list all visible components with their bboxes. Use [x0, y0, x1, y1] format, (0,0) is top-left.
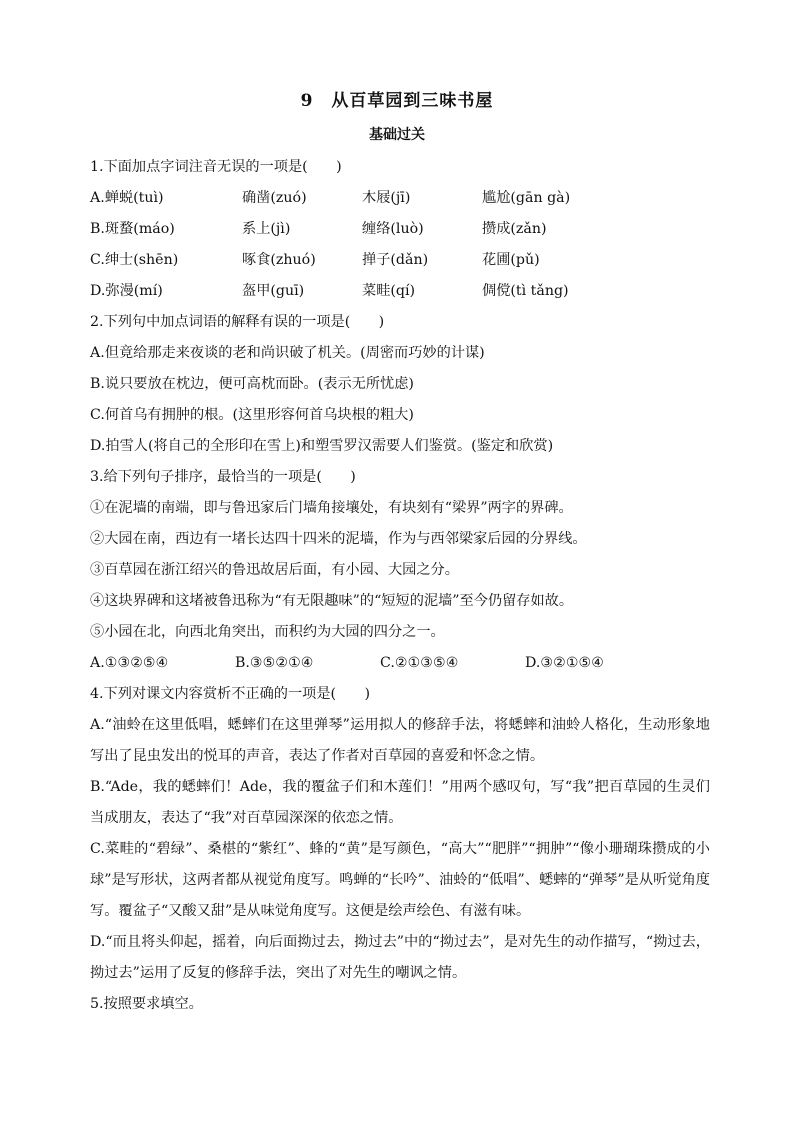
- option-cell: B.斑蝥(máo): [90, 221, 175, 237]
- question-3-options: [90, 648, 710, 679]
- exercise-content: [90, 152, 710, 1020]
- question-2-stem: 2.下列句中加点词语的解释有误的一项是( ): [90, 314, 385, 330]
- option-cell: 系上(jì): [242, 221, 291, 237]
- question-1-stem: 1.下面加点字词注音无误的一项是( ): [90, 159, 342, 175]
- option-cell: B.③⑤②①④: [235, 655, 314, 671]
- question-2-option-a: A.但竟给那走来夜谈的老和尚识破了机关。(周密而巧妙的计谋): [90, 345, 485, 361]
- question-1-row-d: [90, 276, 710, 307]
- lesson-title: 9 从百草园到三味书屋: [300, 91, 494, 111]
- option-cell: D.③②①⑤④: [525, 655, 604, 671]
- question-3-sentence-5: ⑤小园在北，向西北角突出，而积约为大园的四分之一。: [90, 624, 445, 640]
- option-cell: C.②①③⑤④: [380, 655, 459, 671]
- question-4-option-b: B.“Ade，我的蟋蟀们！Ade，我的覆盆子们和木莲们！”用两个感叹句，写“我”把百草园的生灵们当成朋友，表达了“我”对百草园深深的依恋之情。: [90, 779, 710, 826]
- option-cell: D.弥漫(mí): [90, 283, 163, 299]
- question-4-stem: 4.下列对课文内容赏析不正确的一项是( ): [90, 686, 370, 702]
- option-cell: 啄食(zhuó): [242, 252, 316, 268]
- question-3-stem: 3.给下列句子排序，最恰当的一项是( ): [90, 469, 356, 485]
- question-2-option-d: D.拍雪人(将自己的全形印在雪上)和塑雪罗汉需要人们鉴赏。(鉴定和欣赏): [90, 438, 554, 454]
- question-4-option-a: A.“油蛉在这里低唱，蟋蟀们在这里弹琴”运用拟人的修辞手法，将蟋蟀和油蛉人格化，生动形象地写出了昆虫发出的悦耳的声音，表达了作者对百草园的喜爱和怀念之情。: [90, 717, 710, 764]
- option-cell: 确凿(zuó): [242, 190, 307, 206]
- option-cell: 掸子(dǎn): [362, 252, 429, 268]
- option-cell: A.蝉蜕(tuì): [90, 190, 164, 206]
- option-cell: 缠络(luò): [362, 221, 424, 237]
- option-cell: 尴尬(gān gà): [482, 190, 571, 206]
- option-cell: C.绅士(shēn): [90, 252, 179, 268]
- option-cell: 花圃(pǔ): [482, 252, 540, 268]
- option-cell: 菜畦(qí): [362, 283, 416, 299]
- question-4-option-d: D.“而且将头仰起，摇着，向后面拗过去，拗过去”中的“拗过去”，是对先生的动作描写，“拗过去，拗过去”运用了反复的修辞手法，突出了对先生的嘲讽之情。: [90, 934, 710, 981]
- question-2-option-b: B.说只要放在枕边，便可高枕而卧。(表示无所忧虑): [90, 376, 414, 392]
- section-heading: 基础过关: [369, 127, 425, 143]
- question-3-sentence-4: ④这块界碑和这堵被鲁迅称为“有无限趣味”的“短短的泥墙”至今仍留存如故。: [90, 593, 574, 609]
- option-cell: 盔甲(guī): [242, 283, 305, 299]
- option-cell: 倜傥(tì tǎng): [482, 283, 569, 299]
- question-1-row-c: [90, 245, 710, 276]
- question-4-option-c: C.菜畦的“碧绿”、桑椹的“紫红”、蜂的“黄”是写颜色，“高大”“肥胖”“拥肿”“像小珊瑚珠攒成的小球”是写形状，这两者都从视觉角度写。鸣蝉的“长吟”、油蛉的“低唱”、蟋蟀的“弹琴”是从听觉角度写。覆盆子“又酸又甜”是从味觉角度写。这便是绘声绘色、有滋有味。: [90, 841, 710, 919]
- option-cell: A.①③②⑤④: [90, 655, 169, 671]
- question-3-sentence-1: ①在泥墙的南端，即与鲁迅家后门墙角接壤处，有块刻有“梁界”两字的界碑。: [90, 500, 573, 516]
- question-1-row-b: [90, 214, 710, 245]
- question-3-sentence-3: ③百草园在浙江绍兴的鲁迅故居后面，有小园、大园之分。: [90, 562, 459, 578]
- question-1-row-a: [90, 183, 710, 214]
- option-cell: 木屐(jī): [362, 190, 411, 206]
- option-cell: 攒成(zǎn): [482, 221, 547, 237]
- question-3-sentence-2: ②大园在南，西边有一堵长达四十四米的泥墙，作为与西邻梁家后园的分界线。: [90, 531, 587, 547]
- question-2-option-c: C.何首乌有拥肿的根。(这里形容何首乌块根的粗大): [90, 407, 414, 423]
- question-5-stem: 5.按照要求填空。: [90, 996, 203, 1012]
